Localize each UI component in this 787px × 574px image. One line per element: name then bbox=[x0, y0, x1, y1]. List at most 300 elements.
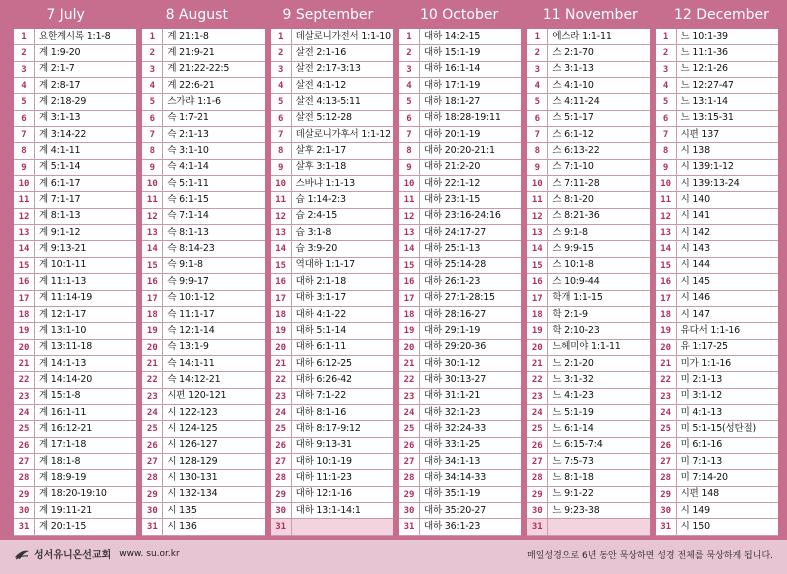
reading-row bbox=[399, 291, 521, 307]
reading-text: 시편 148 bbox=[680, 488, 719, 500]
reading-row bbox=[399, 519, 521, 535]
reading-row bbox=[142, 127, 264, 143]
day-number: 26 bbox=[656, 438, 677, 453]
day-number: 28 bbox=[142, 470, 163, 485]
day-number: 6 bbox=[271, 111, 292, 126]
reading-row bbox=[14, 470, 136, 486]
reading-row bbox=[399, 487, 521, 503]
reading-text: 계 9:1-12 bbox=[39, 226, 81, 238]
reading-row bbox=[399, 111, 521, 127]
reading-text: 시 124-125 bbox=[167, 422, 218, 434]
reading-text: 슥 5:1-11 bbox=[167, 177, 209, 189]
reading-text: 계 15:1-8 bbox=[39, 390, 81, 402]
reading-row bbox=[14, 519, 136, 535]
day-number: 6 bbox=[14, 111, 35, 126]
reading-text: 대하 30:1-12 bbox=[423, 357, 481, 369]
reading-text: 계 18:20-19:10 bbox=[39, 488, 107, 500]
day-number: 26 bbox=[527, 438, 548, 453]
reading-row bbox=[142, 503, 264, 519]
reading-text: 시 128-129 bbox=[167, 455, 218, 467]
reading-row bbox=[142, 340, 264, 356]
reading-row bbox=[14, 192, 136, 208]
reading-text: 느 5:1-19 bbox=[552, 406, 594, 418]
day-number: 27 bbox=[271, 454, 292, 469]
reading-row bbox=[527, 307, 649, 323]
day-number: 12 bbox=[527, 209, 548, 224]
reading-text: 스 6:1-12 bbox=[552, 128, 594, 140]
reading-text: 대하 36:1-23 bbox=[423, 520, 481, 532]
reading-row bbox=[527, 192, 649, 208]
day-number: 3 bbox=[656, 62, 677, 77]
reading-row bbox=[142, 274, 264, 290]
day-number: 2 bbox=[656, 45, 677, 60]
reading-row bbox=[656, 176, 778, 192]
day-number: 30 bbox=[271, 503, 292, 518]
day-number: 26 bbox=[271, 438, 292, 453]
reading-row bbox=[656, 340, 778, 356]
day-number: 6 bbox=[399, 111, 420, 126]
reading-row bbox=[14, 438, 136, 454]
reading-text: 느 6:15-7:4 bbox=[552, 439, 603, 451]
reading-text: 슥 9:9-17 bbox=[167, 275, 209, 287]
reading-text: 스 3:1-13 bbox=[552, 63, 594, 75]
day-number: 14 bbox=[656, 241, 677, 256]
reading-text: 대하 9:13-31 bbox=[295, 439, 352, 451]
day-number: 9 bbox=[527, 160, 548, 175]
reading-row bbox=[399, 389, 521, 405]
day-number: 23 bbox=[656, 389, 677, 404]
day-number: 15 bbox=[14, 258, 35, 273]
day-number: 10 bbox=[142, 176, 163, 191]
reading-text: 스 7:1-10 bbox=[552, 161, 594, 173]
reading-text: 슥 13:1-9 bbox=[167, 341, 209, 353]
reading-text: 시편 137 bbox=[680, 128, 719, 140]
reading-text: 계 1:9-20 bbox=[39, 47, 81, 59]
reading-text: 계 20:1-15 bbox=[39, 520, 87, 532]
reading-text: 슥 8:1-13 bbox=[167, 226, 209, 238]
reading-text: 시 145 bbox=[680, 275, 710, 287]
day-number: 25 bbox=[14, 421, 35, 436]
day-number: 6 bbox=[656, 111, 677, 126]
reading-text: 느 3:1-32 bbox=[552, 373, 594, 385]
day-number: 14 bbox=[142, 241, 163, 256]
reading-row bbox=[527, 29, 649, 45]
reading-row bbox=[527, 470, 649, 486]
day-number: 25 bbox=[271, 421, 292, 436]
reading-text: 시 143 bbox=[680, 243, 710, 255]
day-number: 28 bbox=[271, 470, 292, 485]
reading-row bbox=[271, 487, 393, 503]
reading-row bbox=[656, 111, 778, 127]
day-number: 26 bbox=[142, 438, 163, 453]
reading-text: 대하 34:14-33 bbox=[423, 471, 487, 483]
day-number: 8 bbox=[399, 143, 420, 158]
reading-text: 대하 6:1-11 bbox=[295, 341, 347, 353]
reading-text: 살후 2:1-17 bbox=[295, 145, 347, 157]
month-header: 12 December bbox=[674, 7, 769, 23]
reading-text: 시 140 bbox=[680, 194, 710, 206]
reading-text: 슥 7:1-14 bbox=[167, 210, 209, 222]
reading-row bbox=[527, 78, 649, 94]
reading-text: 시 130-131 bbox=[167, 471, 218, 483]
reading-row bbox=[142, 438, 264, 454]
reading-row bbox=[142, 78, 264, 94]
day-number: 18 bbox=[14, 307, 35, 322]
reading-row bbox=[142, 160, 264, 176]
reading-row bbox=[399, 372, 521, 388]
reading-row bbox=[656, 29, 778, 45]
day-number: 4 bbox=[271, 78, 292, 93]
day-number: 19 bbox=[656, 323, 677, 338]
day-number: 29 bbox=[399, 487, 420, 502]
day-number: 15 bbox=[271, 258, 292, 273]
reading-row bbox=[656, 209, 778, 225]
day-number: 19 bbox=[527, 323, 548, 338]
reading-text: 대하 5:1-14 bbox=[295, 324, 347, 336]
day-number: 20 bbox=[656, 340, 677, 355]
day-number: 11 bbox=[142, 192, 163, 207]
reading-text: 습 3:9-20 bbox=[295, 243, 338, 255]
reading-text: 느 8:1-18 bbox=[552, 471, 594, 483]
reading-row bbox=[271, 291, 393, 307]
reading-row bbox=[14, 487, 136, 503]
reading-text: 계 18:1-8 bbox=[39, 455, 81, 467]
day-number: 1 bbox=[14, 29, 35, 44]
reading-row bbox=[271, 78, 393, 94]
reading-row bbox=[14, 372, 136, 388]
reading-text: 시 126-127 bbox=[167, 439, 218, 451]
reading-text: 계 2:1-7 bbox=[39, 63, 75, 75]
reading-row bbox=[271, 307, 393, 323]
day-number: 23 bbox=[527, 389, 548, 404]
day-number: 30 bbox=[399, 503, 420, 518]
reading-text: 느 7:5-73 bbox=[552, 455, 594, 467]
day-number: 24 bbox=[142, 405, 163, 420]
reading-text: 학 2:10-23 bbox=[552, 324, 600, 336]
reading-text: 미 2:1-13 bbox=[680, 373, 723, 385]
day-number: 3 bbox=[527, 62, 548, 77]
reading-row bbox=[271, 94, 393, 110]
motto-text: 매일성경으로 6년 동안 묵상하면 성경 전체를 묵상하게 됩니다. bbox=[527, 551, 773, 561]
reading-text: 슥 3:1-10 bbox=[167, 145, 209, 157]
reading-text: 느 12:1-26 bbox=[680, 63, 728, 75]
day-number: 24 bbox=[14, 405, 35, 420]
reading-text: 계 9:13-21 bbox=[39, 243, 87, 255]
day-number: 14 bbox=[14, 241, 35, 256]
day-number: 5 bbox=[14, 94, 35, 109]
reading-row bbox=[527, 323, 649, 339]
day-number: 18 bbox=[656, 307, 677, 322]
reading-text: 스가랴 1:1-6 bbox=[167, 96, 221, 108]
reading-row bbox=[656, 241, 778, 257]
reading-row bbox=[527, 291, 649, 307]
day-number: 27 bbox=[142, 454, 163, 469]
reading-row bbox=[271, 519, 393, 535]
reading-text: 살후 3:1-18 bbox=[295, 161, 347, 173]
reading-row bbox=[142, 356, 264, 372]
reading-row bbox=[656, 192, 778, 208]
reading-row bbox=[14, 209, 136, 225]
reading-text: 대하 7:1-22 bbox=[295, 390, 347, 402]
reading-row bbox=[656, 438, 778, 454]
day-number: 23 bbox=[271, 389, 292, 404]
day-number: 22 bbox=[14, 372, 35, 387]
reading-row bbox=[399, 340, 521, 356]
day-number: 4 bbox=[399, 78, 420, 93]
reading-text: 대하 20:20-21:1 bbox=[423, 145, 495, 157]
day-number: 5 bbox=[527, 94, 548, 109]
reading-text: 대하 29:20-36 bbox=[423, 341, 487, 353]
day-number: 6 bbox=[527, 111, 548, 126]
reading-text: 대하 17:1-19 bbox=[423, 79, 481, 91]
reading-text: 스 7:11-28 bbox=[552, 177, 600, 189]
reading-text: 대하 32:1-23 bbox=[423, 406, 481, 418]
reading-row bbox=[142, 421, 264, 437]
reading-row bbox=[142, 519, 264, 535]
day-number: 2 bbox=[399, 45, 420, 60]
reading-row bbox=[142, 62, 264, 78]
reading-row bbox=[271, 372, 393, 388]
day-number: 1 bbox=[399, 29, 420, 44]
day-number: 29 bbox=[656, 487, 677, 502]
reading-text: 시 138 bbox=[680, 145, 710, 157]
reading-text: 시 139:1-12 bbox=[680, 161, 734, 173]
reading-text: 계 7:1-17 bbox=[39, 194, 81, 206]
month-header: 7 July bbox=[46, 7, 85, 23]
org-logo-icon bbox=[14, 547, 30, 561]
reading-text: 계 16:1-11 bbox=[39, 406, 87, 418]
reading-row bbox=[14, 29, 136, 45]
day-number: 27 bbox=[656, 454, 677, 469]
reading-row bbox=[142, 405, 264, 421]
day-number: 4 bbox=[142, 78, 163, 93]
reading-row bbox=[142, 241, 264, 257]
reading-row bbox=[271, 127, 393, 143]
reading-text: 계 10:1-11 bbox=[39, 259, 87, 271]
reading-row bbox=[527, 62, 649, 78]
reading-row bbox=[399, 454, 521, 470]
day-number: 11 bbox=[656, 192, 677, 207]
reading-row bbox=[271, 45, 393, 61]
month-headers bbox=[0, 0, 787, 28]
reading-row bbox=[399, 78, 521, 94]
reading-text: 시편 120-121 bbox=[167, 390, 227, 402]
day-number: 15 bbox=[142, 258, 163, 273]
reading-row bbox=[656, 307, 778, 323]
reading-text: 계 21:9-21 bbox=[167, 47, 215, 59]
reading-text: 시 142 bbox=[680, 226, 710, 238]
reading-text: 계 11:14-19 bbox=[39, 292, 93, 304]
reading-text: 스 8:21-36 bbox=[552, 210, 600, 222]
reading-text: 계 13:11-18 bbox=[39, 341, 93, 353]
reading-text: 슥 14:1-11 bbox=[167, 357, 215, 369]
reading-row bbox=[142, 111, 264, 127]
day-number: 19 bbox=[271, 323, 292, 338]
day-number: 25 bbox=[399, 421, 420, 436]
day-number: 28 bbox=[527, 470, 548, 485]
reading-text: 대하 35:1-19 bbox=[423, 488, 481, 500]
reading-row bbox=[656, 45, 778, 61]
day-number: 23 bbox=[399, 389, 420, 404]
reading-row bbox=[656, 405, 778, 421]
day-number: 22 bbox=[142, 372, 163, 387]
reading-text: 대하 33:1-25 bbox=[423, 439, 481, 451]
reading-text: 유다서 1:1-16 bbox=[680, 324, 740, 336]
day-number: 30 bbox=[14, 503, 35, 518]
day-number: 12 bbox=[656, 209, 677, 224]
day-number: 21 bbox=[399, 356, 420, 371]
day-number: 21 bbox=[142, 356, 163, 371]
day-number: 11 bbox=[14, 192, 35, 207]
day-number: 25 bbox=[527, 421, 548, 436]
reading-text: 대하 29:1-19 bbox=[423, 324, 481, 336]
reading-text: 슥 1:7-21 bbox=[167, 112, 209, 124]
reading-row bbox=[271, 209, 393, 225]
reading-row bbox=[271, 176, 393, 192]
reading-text: 계 11:1-13 bbox=[39, 275, 87, 287]
reading-text: 느 9:1-22 bbox=[552, 488, 594, 500]
reading-row bbox=[14, 258, 136, 274]
reading-text: 살전 4:13-5:11 bbox=[295, 96, 361, 108]
day-number: 17 bbox=[399, 291, 420, 306]
reading-text: 스 4:11-24 bbox=[552, 96, 600, 108]
day-number: 10 bbox=[656, 176, 677, 191]
day-number: 26 bbox=[399, 438, 420, 453]
day-number: 13 bbox=[14, 225, 35, 240]
reading-row bbox=[656, 503, 778, 519]
reading-row bbox=[656, 258, 778, 274]
reading-text: 미 3:1-12 bbox=[680, 390, 723, 402]
day-number: 24 bbox=[656, 405, 677, 420]
day-number: 12 bbox=[399, 209, 420, 224]
day-number: 21 bbox=[14, 356, 35, 371]
reading-row bbox=[399, 274, 521, 290]
day-number: 7 bbox=[142, 127, 163, 142]
reading-text: 슥 9:1-8 bbox=[167, 259, 203, 271]
reading-row bbox=[527, 274, 649, 290]
day-number: 7 bbox=[399, 127, 420, 142]
reading-row bbox=[527, 519, 649, 535]
day-number: 15 bbox=[399, 258, 420, 273]
day-number: 21 bbox=[271, 356, 292, 371]
day-number: 2 bbox=[14, 45, 35, 60]
day-number: 22 bbox=[527, 372, 548, 387]
day-number: 2 bbox=[527, 45, 548, 60]
day-number: 19 bbox=[399, 323, 420, 338]
reading-text: 대하 8:1-16 bbox=[295, 406, 347, 418]
reading-text: 느헤미야 1:1-11 bbox=[552, 341, 621, 353]
reading-text: 시 122-123 bbox=[167, 406, 218, 418]
reading-row bbox=[527, 372, 649, 388]
org-url[interactable]: www. su.or.kr bbox=[119, 548, 180, 559]
reading-row bbox=[271, 111, 393, 127]
day-number: 29 bbox=[527, 487, 548, 502]
reading-row bbox=[399, 143, 521, 159]
reading-row bbox=[527, 45, 649, 61]
reading-text: 시 132-134 bbox=[167, 488, 218, 500]
reading-row bbox=[399, 62, 521, 78]
reading-text: 대하 20:1-19 bbox=[423, 128, 481, 140]
reading-text: 살전 2:17-3:13 bbox=[295, 63, 361, 75]
reading-text: 시 136 bbox=[167, 520, 197, 532]
day-number: 20 bbox=[142, 340, 163, 355]
day-number: 10 bbox=[271, 176, 292, 191]
day-number: 1 bbox=[527, 29, 548, 44]
reading-text: 대하 2:1-18 bbox=[295, 275, 347, 287]
reading-text: 대하 30:13-27 bbox=[423, 373, 487, 385]
day-number: 9 bbox=[399, 160, 420, 175]
reading-row bbox=[142, 209, 264, 225]
reading-text: 살전 4:1-12 bbox=[295, 79, 347, 91]
reading-text: 스 9:9-15 bbox=[552, 243, 594, 255]
day-number: 10 bbox=[399, 176, 420, 191]
reading-text: 요한계시록 1:1-8 bbox=[39, 30, 111, 42]
reading-text: 대하 18:28-19:11 bbox=[423, 112, 501, 124]
day-number: 22 bbox=[399, 372, 420, 387]
reading-row bbox=[271, 470, 393, 486]
reading-text: 슥 8:14-23 bbox=[167, 243, 215, 255]
day-number: 29 bbox=[271, 487, 292, 502]
reading-text: 계 6:1-17 bbox=[39, 177, 81, 189]
reading-row bbox=[142, 307, 264, 323]
day-number: 4 bbox=[14, 78, 35, 93]
reading-text: 미 7:14-20 bbox=[680, 471, 728, 483]
reading-row bbox=[399, 503, 521, 519]
reading-text: 대하 35:20-27 bbox=[423, 504, 487, 516]
reading-row bbox=[271, 29, 393, 45]
day-number: 1 bbox=[142, 29, 163, 44]
reading-text: 느 4:1-23 bbox=[552, 390, 594, 402]
day-number: 11 bbox=[399, 192, 420, 207]
reading-text: 대하 18:1-27 bbox=[423, 96, 481, 108]
reading-text: 계 22:6-21 bbox=[167, 79, 215, 91]
reading-row bbox=[656, 389, 778, 405]
reading-row bbox=[399, 421, 521, 437]
reading-text: 데살로니가전서 1:1-10 bbox=[295, 30, 391, 42]
reading-text: 슥 6:1-15 bbox=[167, 194, 209, 206]
month-column bbox=[656, 29, 778, 536]
reading-text: 계 3:14-22 bbox=[39, 128, 87, 140]
reading-text: 슥 12:1-14 bbox=[167, 324, 215, 336]
day-number: 16 bbox=[142, 274, 163, 289]
day-number: 17 bbox=[527, 291, 548, 306]
reading-text: 슥 11:1-17 bbox=[167, 308, 215, 320]
reading-row bbox=[14, 291, 136, 307]
reading-row bbox=[271, 225, 393, 241]
reading-row bbox=[271, 454, 393, 470]
day-number: 12 bbox=[14, 209, 35, 224]
reading-text: 대하 6:12-25 bbox=[295, 357, 352, 369]
reading-text: 데살로니가후서 1:1-12 bbox=[295, 128, 391, 140]
reading-row bbox=[14, 225, 136, 241]
day-number: 28 bbox=[14, 470, 35, 485]
reading-text: 역대하 1:1-17 bbox=[295, 259, 356, 271]
day-number: 16 bbox=[656, 274, 677, 289]
reading-row bbox=[14, 127, 136, 143]
reading-text: 계 21:1-8 bbox=[167, 30, 209, 42]
reading-row bbox=[142, 176, 264, 192]
reading-text: 대하 13:1-14:1 bbox=[295, 504, 361, 516]
day-number: 18 bbox=[142, 307, 163, 322]
reading-text: 학 2:1-9 bbox=[552, 308, 588, 320]
reading-text: 계 16:12-21 bbox=[39, 422, 93, 434]
reading-text: 대하 8:17-9:12 bbox=[295, 422, 361, 434]
day-number: 11 bbox=[527, 192, 548, 207]
day-number: 24 bbox=[527, 405, 548, 420]
day-number: 13 bbox=[656, 225, 677, 240]
day-number: 17 bbox=[656, 291, 677, 306]
day-number: 13 bbox=[271, 225, 292, 240]
